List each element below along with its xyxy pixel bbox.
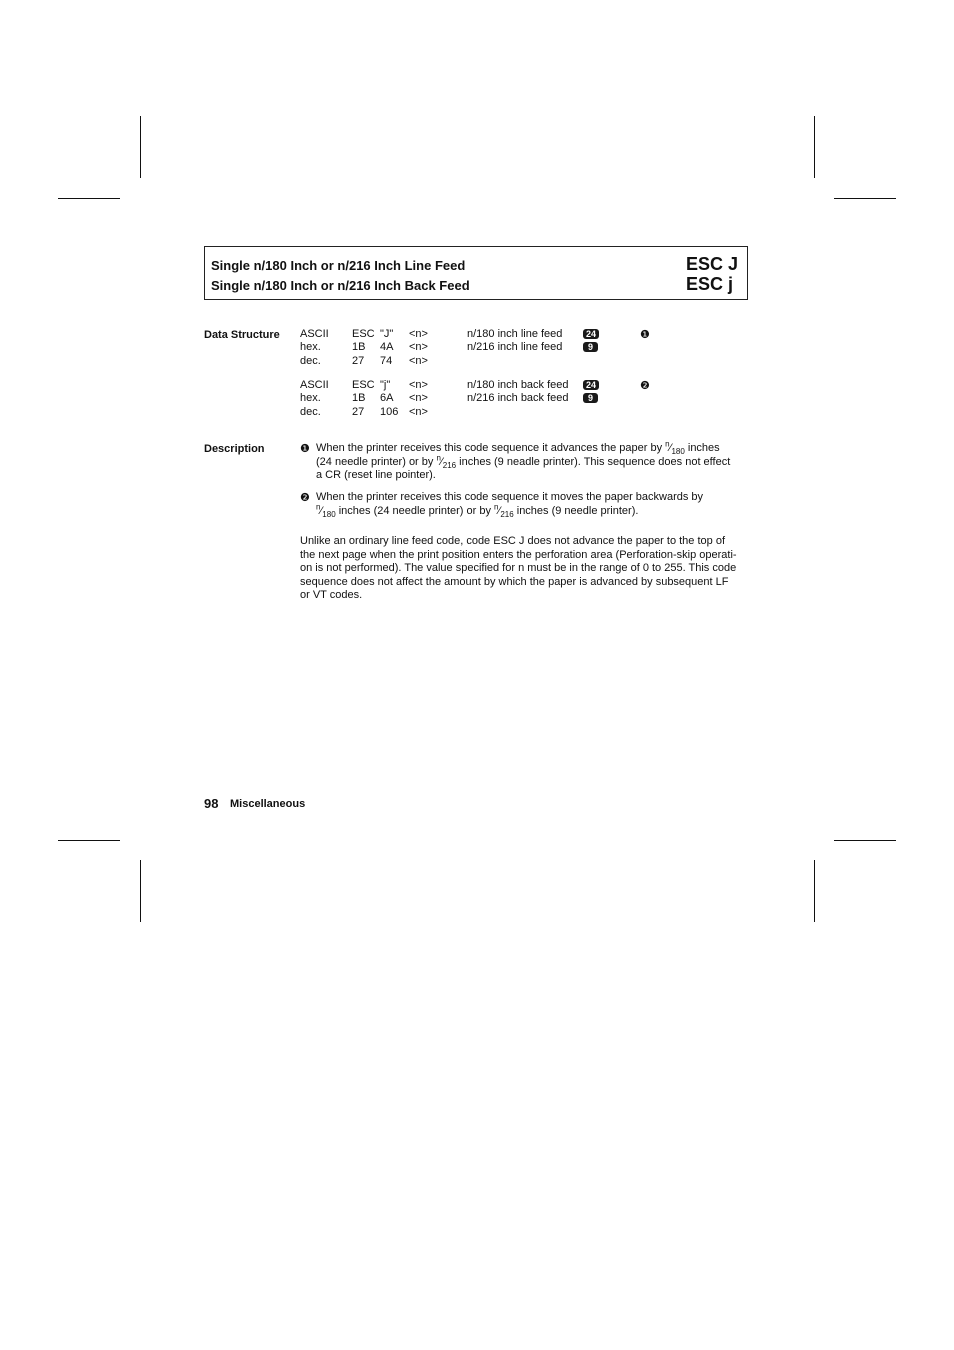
row-type: dec. xyxy=(300,355,321,367)
needle-24-badge: 24 xyxy=(583,380,599,390)
marker-2-icon: ❷ xyxy=(640,380,650,392)
fraction-denominator: 216 xyxy=(442,460,457,470)
row-value: ESC xyxy=(352,379,375,391)
row-value: 1B xyxy=(352,392,366,404)
description-paragraph xyxy=(300,535,755,603)
row-value: 27 xyxy=(352,406,365,418)
row-param: <n> xyxy=(409,406,428,418)
fraction-denominator: 180 xyxy=(322,509,336,519)
row-type: hex. xyxy=(300,341,321,353)
feed-note: n/216 inch back feed xyxy=(467,392,569,404)
row-param: <n> xyxy=(409,379,428,391)
text-run: inches (24 needle printer) or by xyxy=(335,504,495,517)
row-value: "j" xyxy=(380,379,391,391)
row-type: ASCII xyxy=(300,328,329,340)
row-param: <n> xyxy=(409,355,428,367)
crop-mark xyxy=(140,116,141,178)
needle-9-badge: 9 xyxy=(583,342,598,352)
description-label: Description xyxy=(204,443,265,455)
feed-note: n/180 inch line feed xyxy=(467,328,563,340)
row-value: 6A xyxy=(380,392,394,404)
row-param: <n> xyxy=(409,392,428,404)
crop-mark xyxy=(58,840,120,841)
crop-mark xyxy=(834,840,896,841)
text-run: When the printer receives this code sequence it advances the paper by xyxy=(316,442,666,454)
paragraph-line: sequence does not affect the amount by which the paper is advanced by subsequent LF xyxy=(300,575,729,588)
paragraph-line: the next page when the print position enters the perforation area (Perforation-skip operati- xyxy=(300,548,737,561)
row-type: hex. xyxy=(300,392,321,404)
fraction-denominator: 180 xyxy=(671,447,685,457)
fraction-numerator: n xyxy=(494,501,499,511)
text-run: (24 needle printer) or by xyxy=(316,455,437,468)
row-type: dec. xyxy=(300,406,321,418)
crop-mark xyxy=(58,198,120,199)
header-title-back-feed: Single n/180 Inch or n/216 Inch Back Feed xyxy=(211,278,470,293)
marker-1-icon: ❶ xyxy=(640,329,650,341)
text-run: inches (9 neadle printer). This sequence does not effect xyxy=(456,455,731,468)
section-name: Miscellaneous xyxy=(230,798,306,810)
data-structure-label: Data Structure xyxy=(204,329,280,341)
header-title-line-feed: Single n/180 Inch or n/216 Inch Line Feed xyxy=(211,258,466,273)
row-value: 106 xyxy=(380,406,399,418)
fraction-denominator: 216 xyxy=(500,509,514,519)
feed-note: n/180 inch back feed xyxy=(467,379,569,391)
row-param: <n> xyxy=(409,328,428,340)
text-run: When the printer receives this code sequence it moves the paper backwards by xyxy=(316,491,704,503)
needle-24-badge: 24 xyxy=(583,329,599,339)
row-value: "J" xyxy=(380,328,394,340)
needle-9-badge: 9 xyxy=(583,393,598,403)
row-value: 4A xyxy=(380,341,394,353)
row-value: 1B xyxy=(352,341,366,353)
text-run: inches (9 needle printer). xyxy=(513,504,639,517)
crop-mark xyxy=(814,116,815,178)
row-type: ASCII xyxy=(300,379,329,391)
text-run: inches xyxy=(684,442,720,454)
paragraph-line: or VT codes. xyxy=(300,589,363,601)
crop-mark xyxy=(834,198,896,199)
fraction-numerator: n xyxy=(316,501,321,511)
crop-mark xyxy=(814,860,815,922)
page-number: 98 xyxy=(204,796,219,811)
header-code-esc-j-lower: ESC j xyxy=(686,274,734,294)
text-run: a CR (reset line pointer). xyxy=(316,469,436,481)
fraction-numerator: n xyxy=(665,439,670,449)
paragraph-line: on is not performed). The value specified for n must be in the range of 0 to 255. This code xyxy=(300,562,737,574)
command-header-box xyxy=(204,246,748,300)
header-code-esc-j-upper: ESC J xyxy=(686,254,739,274)
marker-1-icon: ❶ xyxy=(300,443,310,455)
row-value: 74 xyxy=(380,355,393,367)
crop-mark xyxy=(140,860,141,922)
row-param: <n> xyxy=(409,341,428,353)
description-item-1: When the printer receives this code sequence it advances the paper by $^n⁄_{180}$ inches (24 needle printer) or by $^n⁄_{216}$ inches (9 neadle printer). This sequence does not effect a CR (reset line pointer). xyxy=(316,442,756,483)
row-value: ESC xyxy=(352,328,375,340)
fraction-numerator: n xyxy=(436,452,441,462)
paragraph-line: Unlike an ordinary line feed code, code ESC J does not advance the paper to the top of xyxy=(300,535,725,547)
description-item-2: When the printer receives this code sequence it moves the paper backwards by $^n⁄_{180}$ inches (24 needle printer) or by $^n⁄_{216}$ inches (9 needle printer). xyxy=(316,491,756,518)
marker-2-icon: ❷ xyxy=(300,492,310,504)
row-value: 27 xyxy=(352,355,365,367)
feed-note: n/216 inch line feed xyxy=(467,341,563,353)
